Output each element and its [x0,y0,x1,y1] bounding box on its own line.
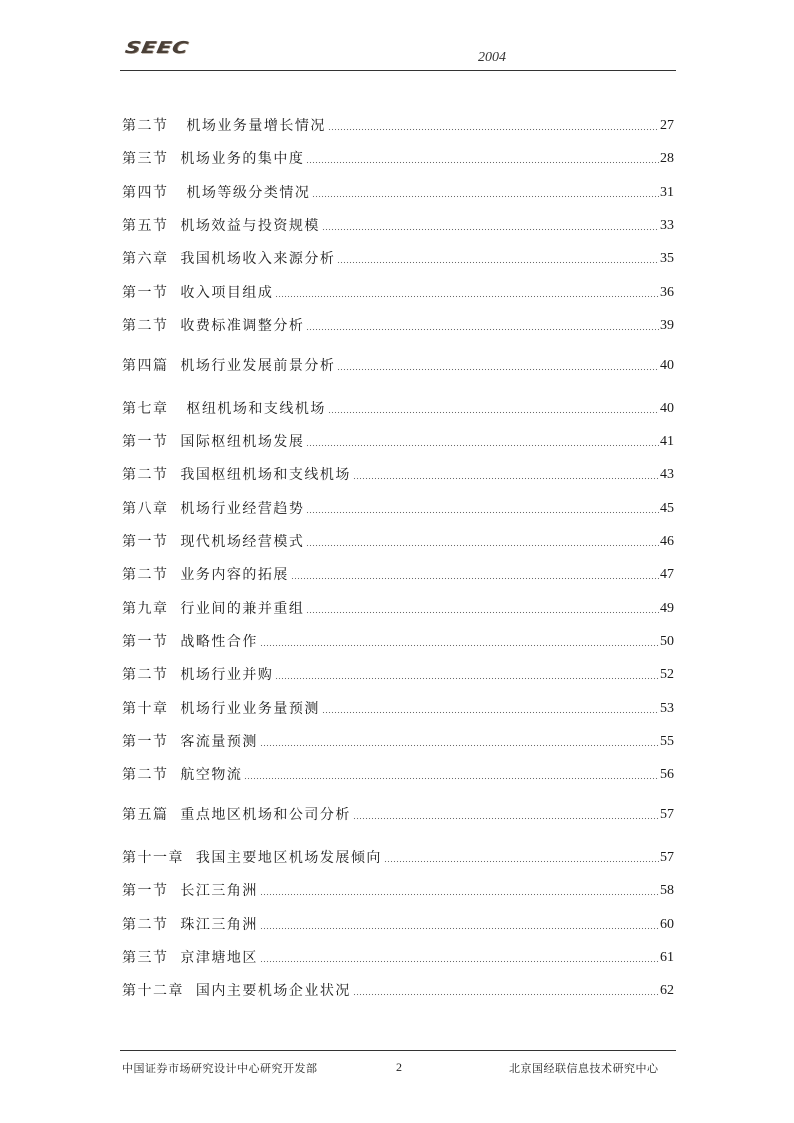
toc-dot-leader [244,776,659,780]
toc-entry[interactable] [122,629,674,651]
toc-entry[interactable] [122,729,674,751]
toc-entry-title: 第一节 收入项目组成 [122,285,274,301]
toc-dot-leader [260,892,659,896]
toc-entry-page: 33 [660,218,674,233]
header-year: 2004 [478,50,506,65]
toc-entry[interactable] [122,696,674,718]
toc-dot-leader [306,510,659,514]
toc-entry[interactable] [122,146,674,168]
toc-entry-title: 第二节 收费标准调整分析 [122,318,305,334]
toc-entry-title: 第二节 机场业务量增长情况 [122,118,326,134]
toc-entry[interactable] [122,562,674,584]
toc-entry-title: 第十二章 国内主要机场企业状况 [122,983,351,999]
toc-entry-title: 第一节 战略性合作 [122,634,258,650]
toc-entry-title: 第二节 业务内容的拓展 [122,567,289,583]
toc-entry-title: 第一节 现代机场经营模式 [122,534,305,550]
toc-entry-page: 45 [660,501,674,516]
toc-entry-title: 第二节 机场行业并购 [122,667,274,683]
toc-entry-page: 57 [660,850,674,865]
toc-dot-leader [328,410,659,414]
toc-entry-title: 第七章 枢纽机场和支线机场 [122,401,326,417]
toc-dot-leader [306,327,659,331]
toc-entry[interactable] [122,396,674,418]
toc-entry-page: 52 [660,667,674,682]
header-rule [120,70,676,71]
toc-entry-title: 第二节 航空物流 [122,767,243,783]
seec-logo: SEEC [123,38,191,57]
toc-entry-title: 第三节 京津塘地区 [122,950,258,966]
toc-dot-leader [260,959,659,963]
toc-entry[interactable] [122,246,674,268]
toc-entry[interactable] [122,462,674,484]
toc-entry-page: 41 [660,434,674,449]
toc-entry-page: 56 [660,767,674,782]
toc-dot-leader [291,576,659,580]
toc-entry-title: 第一节 国际枢纽机场发展 [122,434,305,450]
toc-entry-title: 第二节 我国枢纽机场和支线机场 [122,467,351,483]
toc-entry[interactable] [122,912,674,934]
toc-entry-page: 50 [660,634,674,649]
toc-entry-page: 36 [660,285,674,300]
toc-dot-leader [337,367,659,371]
toc-dot-leader [275,294,659,298]
toc-entry-title: 第十一章 我国主要地区机场发展倾向 [122,850,382,866]
toc-entry[interactable] [122,845,674,867]
toc-entry[interactable] [122,113,674,135]
toc-entry-title: 第一节 长江三角洲 [122,883,258,899]
toc-entry-title: 第十章 机场行业业务量预测 [122,701,320,717]
toc-dot-leader [322,710,659,714]
toc-entry-page: 39 [660,318,674,333]
toc-entry[interactable] [122,313,674,335]
toc-entry-page: 53 [660,701,674,716]
toc-entry-page: 27 [660,118,674,133]
toc-entry-page: 31 [660,185,674,200]
toc-entry-page: 58 [660,883,674,898]
toc-entry[interactable] [122,662,674,684]
toc-entry[interactable] [122,429,674,451]
toc-dot-leader [353,816,659,820]
toc-dot-leader [384,859,659,863]
toc-entry[interactable] [122,762,674,784]
toc-entry-title: 第一节 客流量预测 [122,734,258,750]
toc-entry-page: 46 [660,534,674,549]
toc-entry-title: 第八章 机场行业经营趋势 [122,501,305,517]
toc-entry-page: 40 [660,358,674,373]
toc-entry-page: 28 [660,151,674,166]
toc-entry-page: 61 [660,950,674,965]
toc-dot-leader [306,543,659,547]
toc-entry[interactable] [122,529,674,551]
toc-entry-page: 49 [660,601,674,616]
toc-dot-leader [306,610,659,614]
toc-dot-leader [312,194,659,198]
toc-dot-leader [260,643,659,647]
toc-dot-leader [353,992,659,996]
toc-dot-leader [306,160,659,164]
toc-entry[interactable] [122,280,674,302]
toc-entry-title: 第六章 我国机场收入来源分析 [122,251,336,267]
toc-entry-page: 35 [660,251,674,266]
toc-entry-title: 第五节 机场效益与投资规模 [122,218,320,234]
toc-entry-page: 55 [660,734,674,749]
toc-entry-page: 57 [660,807,674,822]
toc-entry[interactable] [122,596,674,618]
toc-entry[interactable] [122,353,674,375]
toc-entry-title: 第二节 珠江三角洲 [122,917,258,933]
toc-entry[interactable] [122,978,674,1000]
toc-dot-leader [260,926,659,930]
toc-entry-page: 40 [660,401,674,416]
toc-entry[interactable] [122,802,674,824]
toc-entry-page: 47 [660,567,674,582]
footer-page-number: 2 [396,1060,403,1074]
toc-entry-title: 第四节 机场等级分类情况 [122,185,311,201]
toc-dot-leader [322,227,659,231]
toc-entry[interactable] [122,180,674,202]
toc-dot-leader [260,743,659,747]
footer-right-text: 北京国经联信息技术研究中心 [509,1062,659,1075]
toc-entry-page: 43 [660,467,674,482]
toc-dot-leader [275,676,659,680]
toc-entry-title: 第三节 机场业务的集中度 [122,151,305,167]
toc-entry[interactable] [122,878,674,900]
toc-dot-leader [337,260,659,264]
toc-dot-leader [306,443,659,447]
toc-entry-page: 62 [660,983,674,998]
toc-entry[interactable] [122,213,674,235]
footer-left-text: 中国证券市场研究设计中心研究开发部 [122,1062,318,1075]
page-header [0,0,794,75]
toc-entry[interactable] [122,945,674,967]
toc-dot-leader [328,127,659,131]
toc-entry-title: 第四篇 机场行业发展前景分析 [122,358,336,374]
toc-dot-leader [353,476,659,480]
footer-rule [120,1050,676,1051]
toc-entry-page: 60 [660,917,674,932]
toc-entry[interactable] [122,496,674,518]
toc-entry-title: 第九章 行业间的兼并重组 [122,601,305,617]
toc-entry-title: 第五篇 重点地区机场和公司分析 [122,807,351,823]
